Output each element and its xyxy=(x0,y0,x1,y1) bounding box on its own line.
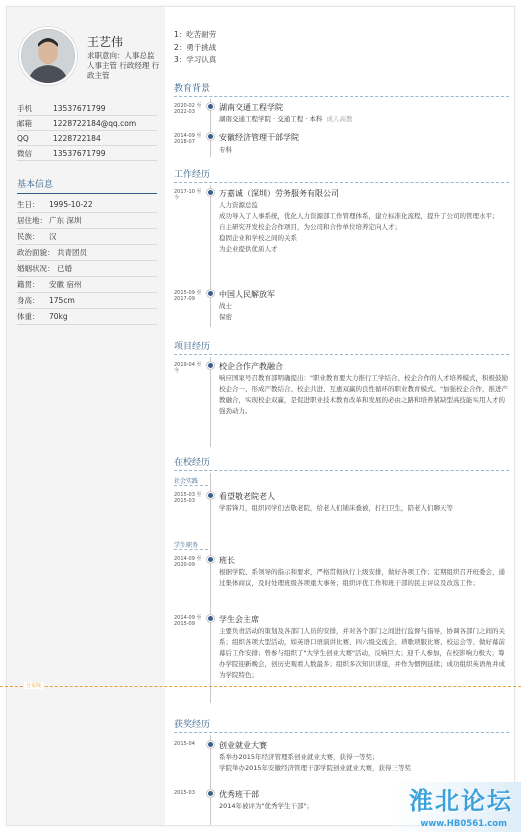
timeline-dot xyxy=(207,362,214,369)
timeline-dot xyxy=(207,741,214,748)
work-line: 人力资源总监 xyxy=(219,201,258,209)
campus-date: 2014-09 至 2015-09 xyxy=(174,615,202,627)
contact-row xyxy=(17,131,157,146)
campus-item-name: 看望敬老院老人 xyxy=(219,492,275,501)
basic-label: 民族： xyxy=(17,232,40,241)
award-date: 2015-04 xyxy=(174,741,195,747)
work-heading: 工作经历 xyxy=(174,167,509,183)
basic-value: 70kg xyxy=(49,312,68,321)
work-line: 成功导入了人事系统，优化人力资源部工作管理体系，建立标准化流程，提升了公司的管理水平； xyxy=(219,212,499,220)
basic-value: 已婚 xyxy=(57,264,72,273)
education-date: 2014-09 至 2018-07 xyxy=(174,133,202,145)
basic-label: 婚姻状况： xyxy=(17,264,55,273)
basic-value: 共青团员 xyxy=(57,248,87,257)
basic-label: 生日： xyxy=(17,200,40,209)
basic-value: 安徽 宿州 xyxy=(49,280,82,289)
education-detail-text: 湖南交通工程学院 · 交通工程 · 本科 xyxy=(219,115,323,123)
motto-item: 3：学习认真 xyxy=(174,55,217,64)
contact-value: 1228722184@qq.com xyxy=(53,118,137,128)
award-name: 创业就业大赛 xyxy=(219,741,267,750)
motto-item: 2：勇于挑战 xyxy=(174,42,217,52)
basic-info-heading: 基本信息 xyxy=(17,177,157,194)
award-line: 2014年被评为"优秀学生干部"； xyxy=(219,802,314,810)
work-line: 为企业提供优质人才 xyxy=(219,245,278,253)
timeline-dot xyxy=(207,133,214,140)
work-company: 万嘉诚（深圳）劳务服务有限公司 xyxy=(219,189,339,198)
timeline-dot xyxy=(207,615,214,622)
basic-label: 居住地： xyxy=(17,216,47,225)
project-date: 2019-04 至今 xyxy=(174,362,202,374)
education-detail xyxy=(219,114,353,125)
campus-item-description: 主要负责活动的策划及各部门人员的安排，并对各个部门之间进行监督与指导，协调各部门之间的关系；组织各项大型活动，如英语口语演讲比赛、四六级交流会、琐歌琐服比赛、校运会等、做好幕前幕后工作安排；曾参与组织了"大学生创业大赛"活动，反响巨大；迎千人参加，在校影响力极大；筹办学院迎新晚会，创历史观看人数最多；组织多次知识讲座，并作为惯例延续；成功组织英语角并成为学院特色； xyxy=(219,627,505,679)
site-watermark xyxy=(393,782,521,832)
education-heading: 教育背景 xyxy=(174,81,509,97)
timeline-dot xyxy=(207,556,214,563)
job-intent: 求职意向：人事总监 人事主管 行政经理 行政主管 xyxy=(87,51,160,80)
basic-row xyxy=(17,213,157,229)
basic-row xyxy=(17,229,157,245)
basic-info-list xyxy=(17,197,157,325)
campus-heading: 在校经历 xyxy=(174,455,509,471)
candidate-name: 王艺伟 xyxy=(87,35,124,49)
main-content xyxy=(167,7,515,825)
campus-item-name: 班长 xyxy=(219,556,235,565)
basic-label: 政治面貌： xyxy=(17,248,55,257)
campus-tag: 学生职务 xyxy=(174,540,208,550)
contact-value: 1228722184 xyxy=(53,133,101,143)
award-line: 系举办2015年经济管理系创业就业大赛，获得一等奖； xyxy=(219,753,379,761)
sidebar xyxy=(7,7,165,825)
basic-row xyxy=(17,309,157,325)
basic-value: 1995-10-22 xyxy=(49,200,93,209)
basic-value: 汉 xyxy=(49,232,57,241)
timeline-dot xyxy=(207,103,214,110)
timeline-dot xyxy=(207,189,214,196)
avatar xyxy=(19,27,77,85)
basic-label: 身高： xyxy=(17,296,40,305)
resume-page xyxy=(6,6,515,826)
education-note: 成人高教 xyxy=(326,115,353,123)
award-line: 学院举办2015年安徽经济管理干部学院创业就业大赛，获得三等奖 xyxy=(219,764,412,772)
award-date: 2015-03 xyxy=(174,790,195,796)
contact-row xyxy=(17,101,157,116)
education-date: 2020-02 至 2022-03 xyxy=(174,103,202,115)
education-school: 安徽经济管理干部学院 xyxy=(219,133,299,142)
basic-row xyxy=(17,245,157,261)
contact-row xyxy=(17,146,157,161)
work-date: 2015-09 至 2017-09 xyxy=(174,290,202,302)
work-line: 自主研究开发校企合作项目，为公司和合作单位培养定向人才； xyxy=(219,223,401,231)
work-line: 稳固企业和学校之间的关系 xyxy=(219,234,297,242)
page-break-line xyxy=(0,686,521,687)
motto-item: 1：吃苦耐劳 xyxy=(174,30,217,39)
work-company: 中国人民解放军 xyxy=(219,290,275,299)
campus-date: 2015-03 至 2015-03 xyxy=(174,492,202,504)
work-description xyxy=(219,301,509,323)
education-detail: 专科 xyxy=(219,146,232,154)
basic-row xyxy=(17,293,157,309)
watermark-title: 淮北论坛 xyxy=(409,787,513,815)
motto-list xyxy=(174,29,216,67)
basic-label: 体重： xyxy=(17,312,40,321)
campus-tag: 社会实践 xyxy=(174,476,208,486)
contact-label: 手机 xyxy=(17,103,32,113)
award-description xyxy=(219,752,509,774)
campus-item-description: 学雷锋月，组织同学们去敬老院，给老人们铺床叠被，打扫卫生，陪老人们聊天等 xyxy=(219,504,453,512)
contact-label: 邮箱 xyxy=(17,118,32,128)
work-line: 保密 xyxy=(219,313,232,321)
contact-value: 13537671799 xyxy=(53,103,106,113)
timeline-dot xyxy=(207,790,214,797)
work-description xyxy=(219,200,509,255)
timeline-line xyxy=(210,473,211,703)
project-name: 校企合作产教融合 xyxy=(219,362,283,371)
campus-date: 2014-09 至 2020-09 xyxy=(174,556,202,568)
basic-row xyxy=(17,197,157,213)
basic-label: 籍贯： xyxy=(17,280,40,289)
work-date: 2017-10 至今 xyxy=(174,189,202,201)
campus-item-description: 根据学院、系领导的指示和要求，严格贯彻执行上级安排，做好各项工作；定期组织召开班委会，通过集体商议，及时处理班级各项重大事务；组织评优工作和班干部的民主评议及改选工作； xyxy=(219,568,505,587)
timeline-line xyxy=(210,185,211,327)
contact-list xyxy=(17,101,157,161)
timeline-line xyxy=(210,357,211,447)
education-school: 湖南交通工程学院 xyxy=(219,103,283,112)
basic-row xyxy=(17,261,157,277)
award-name: 优秀班干部 xyxy=(219,790,259,799)
contact-label: 微信 xyxy=(17,148,32,158)
basic-value: 175cm xyxy=(49,296,75,305)
project-description: 响应国家号召教育部明确提出："职业教育要大力推行工学结合、校企合作的人才培养模式，积极鼓励校企合一、形成产教结合、校企共进、互惠双赢的良性循环的职业教育模式。"加强校企合作，推进产教融合，实现校企双赢，是促进职业技术教育改革和发展的必由之路和培养紧缺型高技能实用人才的强劲动力。 xyxy=(219,374,508,415)
awards-heading: 获奖经历 xyxy=(174,717,509,733)
contact-label: QQ xyxy=(17,133,29,143)
project-heading: 项目经历 xyxy=(174,339,509,355)
campus-item-name: 学生会主席 xyxy=(219,615,259,624)
basic-row xyxy=(17,277,157,293)
contact-row xyxy=(17,116,157,131)
work-line: 战士 xyxy=(219,302,232,310)
page-break-label: 分页线 xyxy=(26,683,42,689)
watermark-url: www.HB0561.com xyxy=(420,819,507,829)
basic-value: 广东 深圳 xyxy=(49,216,82,225)
timeline-dot xyxy=(207,290,214,297)
avatar-photo-icon xyxy=(21,29,75,83)
timeline-dot xyxy=(207,492,214,499)
timeline-line xyxy=(210,735,211,826)
contact-value: 13537671799 xyxy=(53,148,106,158)
